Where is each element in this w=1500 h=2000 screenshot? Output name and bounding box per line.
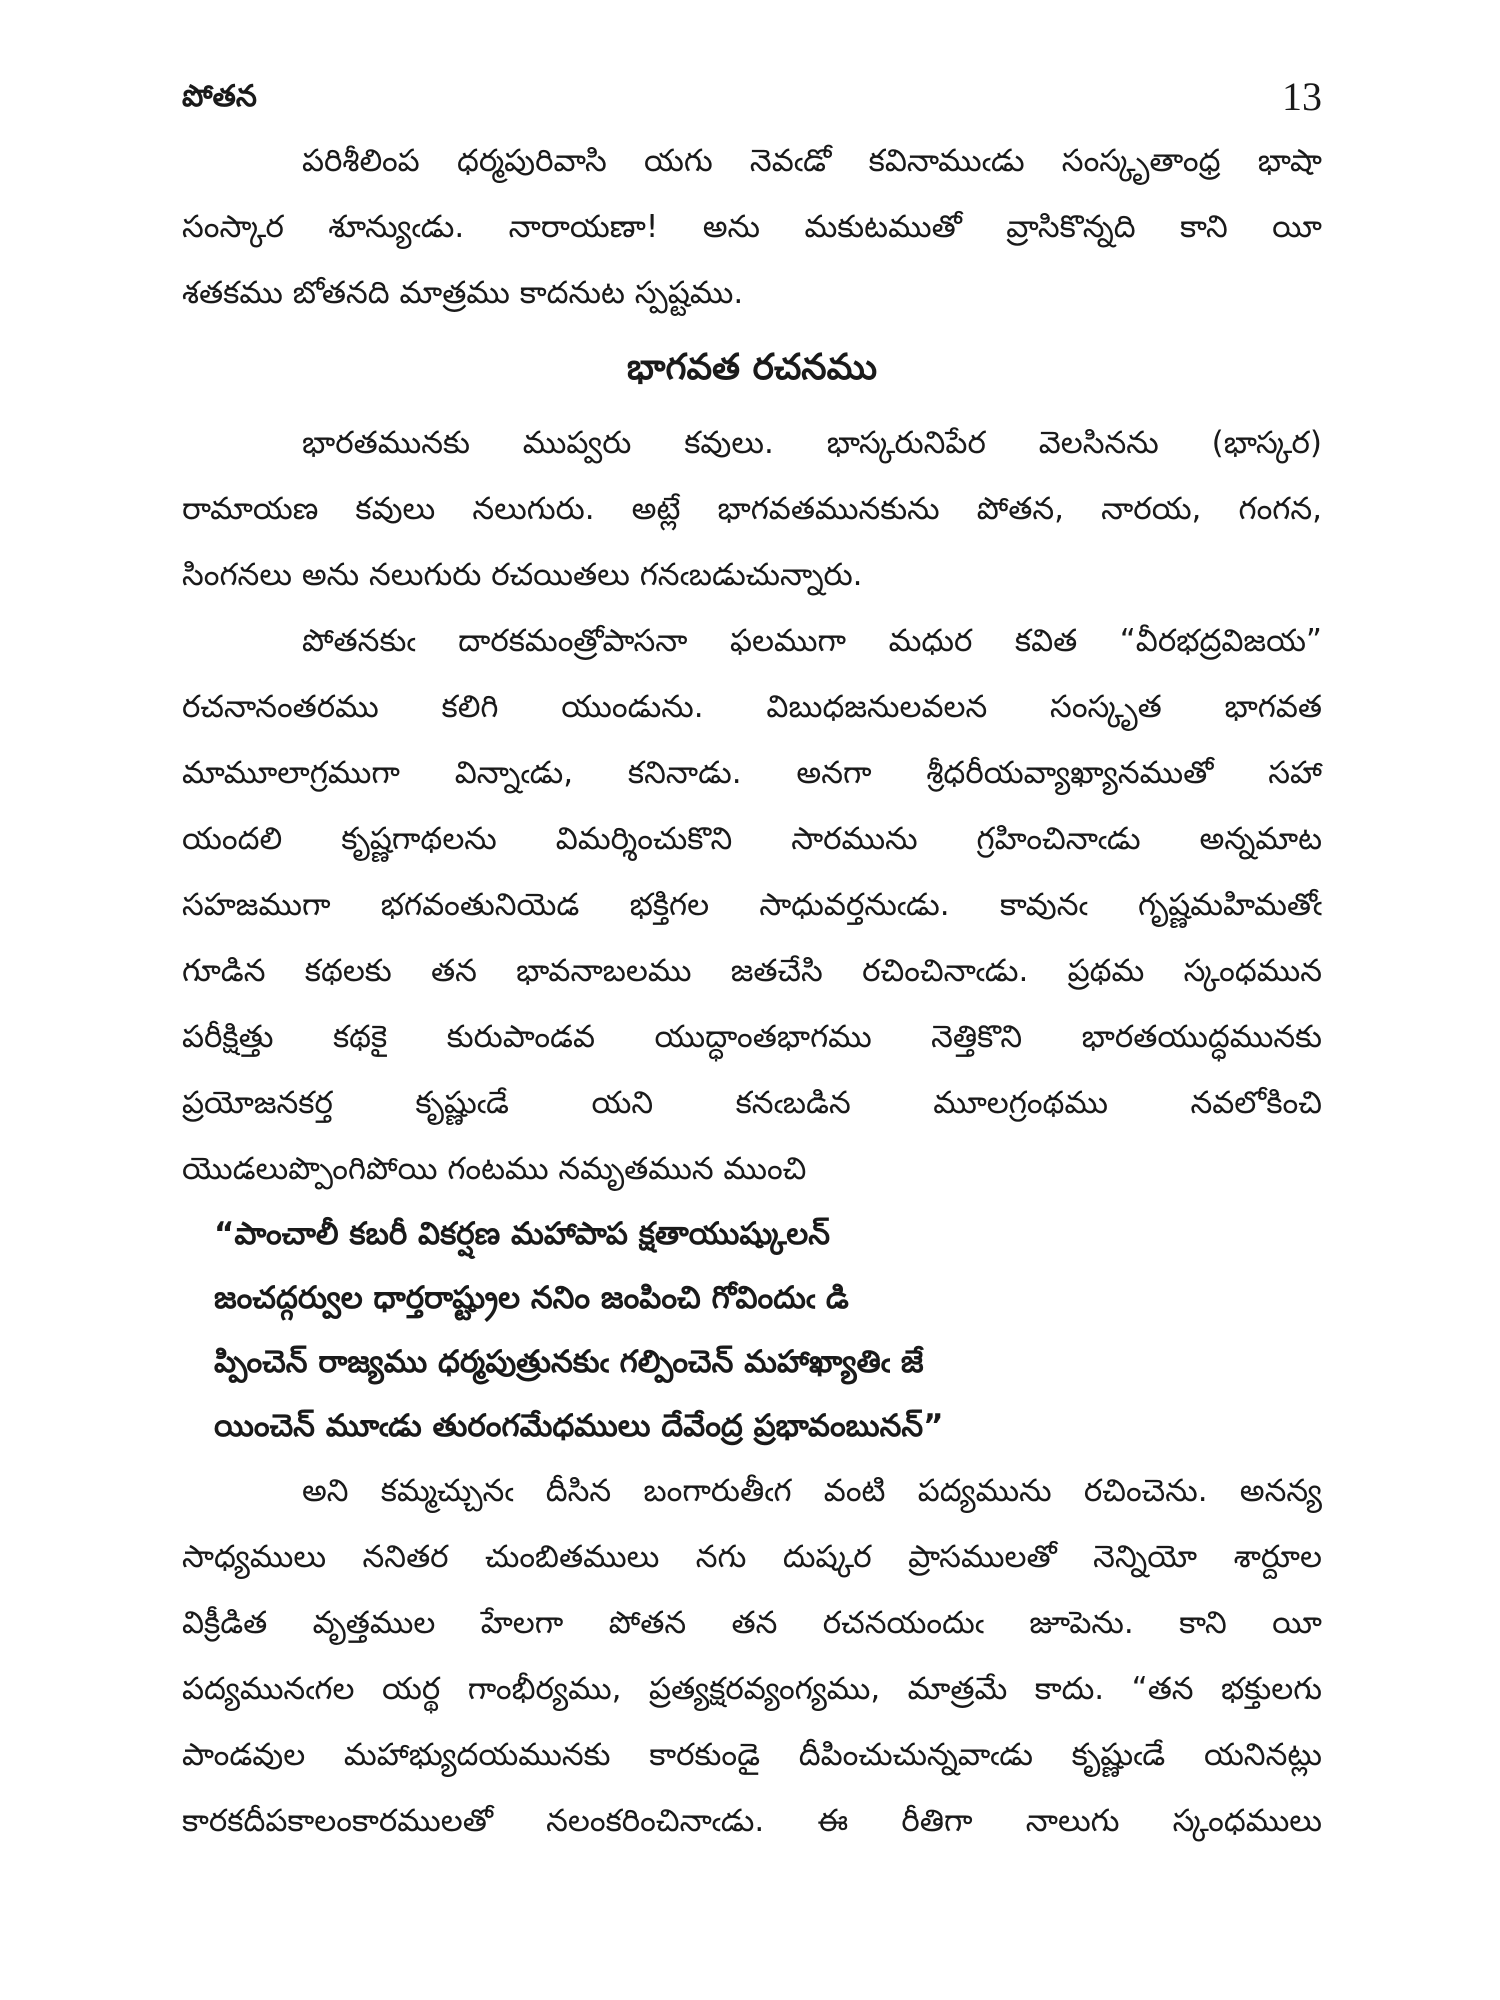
book-page: [182, 70, 1322, 1854]
paragraph-1: [182, 410, 1322, 608]
running-title: పోతన: [182, 79, 257, 114]
verse-line: “పాంచాలీ కబరీ వికర్షణ మహాపాప క్షతాయుష్కులన్: [214, 1216, 830, 1252]
text-line: శతకము బోతనది మాత్రము కాదనుట స్పష్టము.: [182, 275, 744, 311]
text-line: గూడిన కథలకు తన భావనాబలము జతచేసి రచించినాఁడు. ప్రథమ స్కంధమున: [182, 953, 1322, 989]
text-line: యొడలుప్పొంగిపోయి గంటము నమృతమున ముంచి: [182, 1151, 807, 1187]
text-line: పరీక్షిత్తు కథకై కురుపాండవ యుద్ధాంతభాగము నెత్తికొని భారతయుద్ధమునకు: [182, 1019, 1322, 1055]
paragraph-2: [182, 608, 1322, 1202]
text-line: సహజముగా భగవంతునియెడ భక్తిగల సాధువర్తనుఁడు. కావునఁ గృష్ణమహిమతోఁ: [182, 887, 1322, 923]
text-line: అని కమ్మచ్చునఁ దీసిన బంగారుతీఁగ వంటి పద్యమును రచించెను. అనన్య: [302, 1473, 1322, 1509]
verse-block: [182, 1202, 1322, 1458]
text-line: రచనానంతరము కలిగి యుండును. విబుధజనులవలన సంస్కృత భాగవత: [182, 689, 1322, 725]
intro-paragraph: [182, 128, 1322, 326]
text-line: ప్రయోజనకర్త కృష్ణుఁడే యని కనఁబడిన మూలగ్రంథము నవలోకించి: [182, 1085, 1322, 1121]
text-line: పరిశీలింప ధర్మపురివాసి యగు నెవఁడో కవినాముఁడు సంస్కృతాంధ్ర భాషా: [302, 143, 1322, 179]
text-line: సంస్కార శూన్యుఁడు. నారాయణా! అను మకుటముతో వ్రాసికొన్నది కాని యీ: [182, 209, 1322, 245]
verse-line: జంచద్గర్వుల ధార్తరాష్ట్రుల ననిం జంపించి గోవిందుఁ డి: [214, 1280, 849, 1316]
text-line: పద్యమునఁగల యర్థ గాంభీర్యము, ప్రత్యక్షరవ్యంగ్యము, మాత్రమే కాదు. “తన భక్తులగు: [182, 1671, 1322, 1707]
text-line: పాండవుల మహాభ్యుదయమునకు కారకుండై దీపించుచున్నవాఁడు కృష్ణుఁడే యనినట్లు: [182, 1737, 1322, 1773]
text-line: యందలి కృష్ణగాథలను విమర్శించుకొని సారమును గ్రహించినాఁడు అన్నమాట: [182, 821, 1322, 857]
text-line: మామూలాగ్రముగా విన్నాఁడు, కనినాడు. అనగా శ్రీధరీయవ్యాఖ్యానముతో సహా: [182, 755, 1322, 791]
paragraph-3: [182, 1458, 1322, 1854]
text-line: రామాయణ కవులు నలుగురు. అట్లే భాగవతమునకును పోతన, నారయ, గంగన,: [182, 491, 1322, 527]
text-line: సాధ్యములు ననితర చుంబితములు నగు దుష్కర ప్రాసములతో నెన్నియో శార్దూల: [182, 1539, 1322, 1575]
text-line: పోతనకుఁ దారకమంత్రోపాసనా ఫలముగా మధుర కవిత “వీరభద్రవిజయ”: [302, 623, 1322, 659]
section-heading: భాగవత రచనము: [626, 347, 878, 388]
text-line: భారతమునకు ముప్వరు కవులు. భాస్కరునిపేర వెలసినను (భాస్కర): [302, 425, 1322, 461]
text-line: కారకదీపకాలంకారములతో నలంకరించినాఁడు. ఈ రీతిగా నాలుగు స్కంధములు: [182, 1803, 1322, 1839]
text-line: సింగనలు అను నలుగురు రచయితలు గనఁబడుచున్నారు.: [182, 557, 863, 593]
verse-line: యించెన్ మూఁడు తురంగమేధములు దేవేంద్ర ప్రభావంబునన్”: [214, 1408, 944, 1444]
page-number: 13: [1282, 74, 1322, 119]
page-header: [182, 70, 1322, 128]
text-line: విక్రీడిత వృత్తముల హేలగా పోతన తన రచనయందుఁ జూపెను. కాని యీ: [182, 1605, 1322, 1641]
verse-line: ప్పించెన్ రాజ్యము ధర్మపుత్రునకుఁ గల్పించెన్ మహాఖ్యాతిఁ జే: [214, 1344, 924, 1380]
